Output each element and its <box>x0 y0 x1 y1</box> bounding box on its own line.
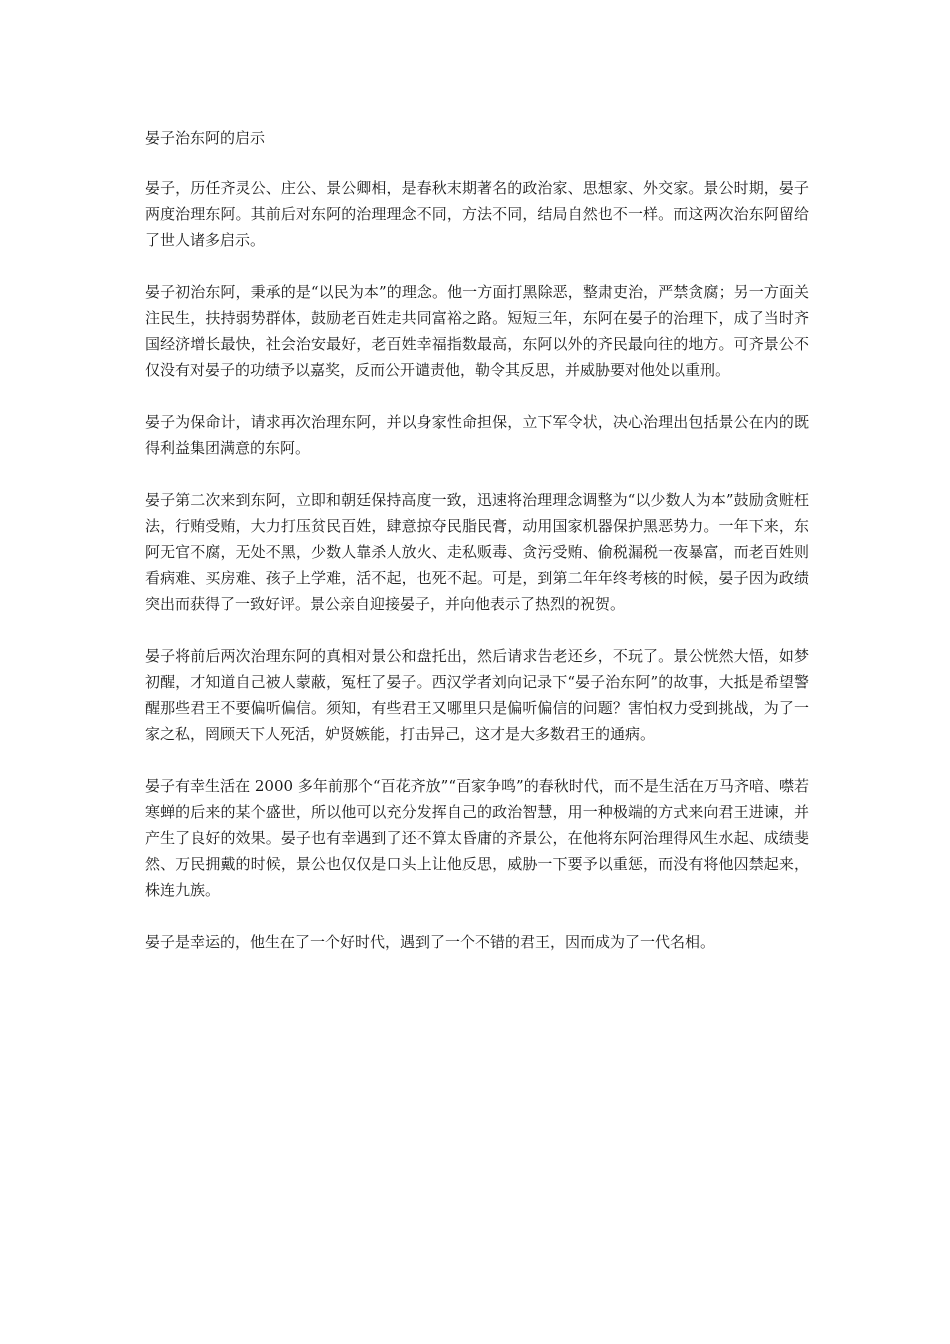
paragraph-7: 晏子是幸运的，他生在了一个好时代，遇到了一个不错的君王，因而成为了一代名相。 <box>145 933 716 951</box>
document-page <box>145 125 809 981</box>
paragraph-5: 晏子将前后两次治理东阿的真相对景公和盘托出，然后请求告老还乡，不玩了。景公恍然大悟，如梦初醒，才知道自己被人蒙蔽，冤枉了晏子。西汉学者刘向记录下“晏子治东阿”的故事，大抵是希望警醒那些君王不要偏听偏信。须知，有些君王又哪里只是偏听偏信的问题？害怕权力受到挑战，为了一家之私，罔顾天下人死活，妒贤嫉能，打击异己，这才是大多数君王的通病。 <box>145 647 809 743</box>
paragraph-2: 晏子初治东阿，秉承的是“以民为本”的理念。他一方面打黑除恶，整肃吏治，严禁贪腐；另一方面关注民生，扶持弱势群体，鼓励老百姓走共同富裕之路。短短三年，东阿在晏子的治理下，成了当时齐国经济增长最快，社会治安最好，老百姓幸福指数最高，东阿以外的齐民最向往的地方。可齐景公不仅没有对晏子的功绩予以嘉奖，反而公开谴责他，勒令其反思，并威胁要对他处以重刑。 <box>145 283 809 379</box>
document-title: 晏子治东阿的启示 <box>145 129 266 147</box>
paragraph-1: 晏子，历任齐灵公、庄公、景公卿相，是春秋末期著名的政治家、思想家、外交家。景公时期，晏子两度治理东阿。其前后对东阿的治理理念不同，方法不同，结局自然也不一样。而这两次治东阿留给了世人诸多启示。 <box>145 179 809 249</box>
paragraph-6: 晏子有幸生活在 2000 多年前那个“百花齐放”“百家争鸣”的春秋时代，而不是生活在万马齐喑、噤若寒蝉的后来的某个盛世，所以他可以充分发挥自己的政治智慧，用一种极端的方式来向君王进谏，并产生了良好的效果。晏子也有幸遇到了还不算太昏庸的齐景公，在他将东阿治理得风生水起、成绩斐然、万民拥戴的时候，景公也仅仅是口头上让他反思，威胁一下要予以重惩，而没有将他囚禁起来，株连九族。 <box>145 777 809 899</box>
paragraph-3: 晏子为保命计，请求再次治理东阿，并以身家性命担保，立下军令状，决心治理出包括景公在内的既得利益集团满意的东阿。 <box>145 413 809 457</box>
paragraph-4: 晏子第二次来到东阿，立即和朝廷保持高度一致，迅速将治理理念调整为“以少数人为本”鼓励贪赃枉法，行贿受贿，大力打压贫民百姓，肆意掠夺民脂民膏，动用国家机器保护黑恶势力。一年下来，东阿无官不腐，无处不黑，少数人靠杀人放火、走私贩毒、贪污受贿、偷税漏税一夜暴富，而老百姓则看病难、买房难、孩子上学难，活不起，也死不起。可是，到第二年年终考核的时候，晏子因为政绩突出而获得了一致好评。景公亲自迎接晏子，并向他表示了热烈的祝贺。 <box>145 491 809 613</box>
